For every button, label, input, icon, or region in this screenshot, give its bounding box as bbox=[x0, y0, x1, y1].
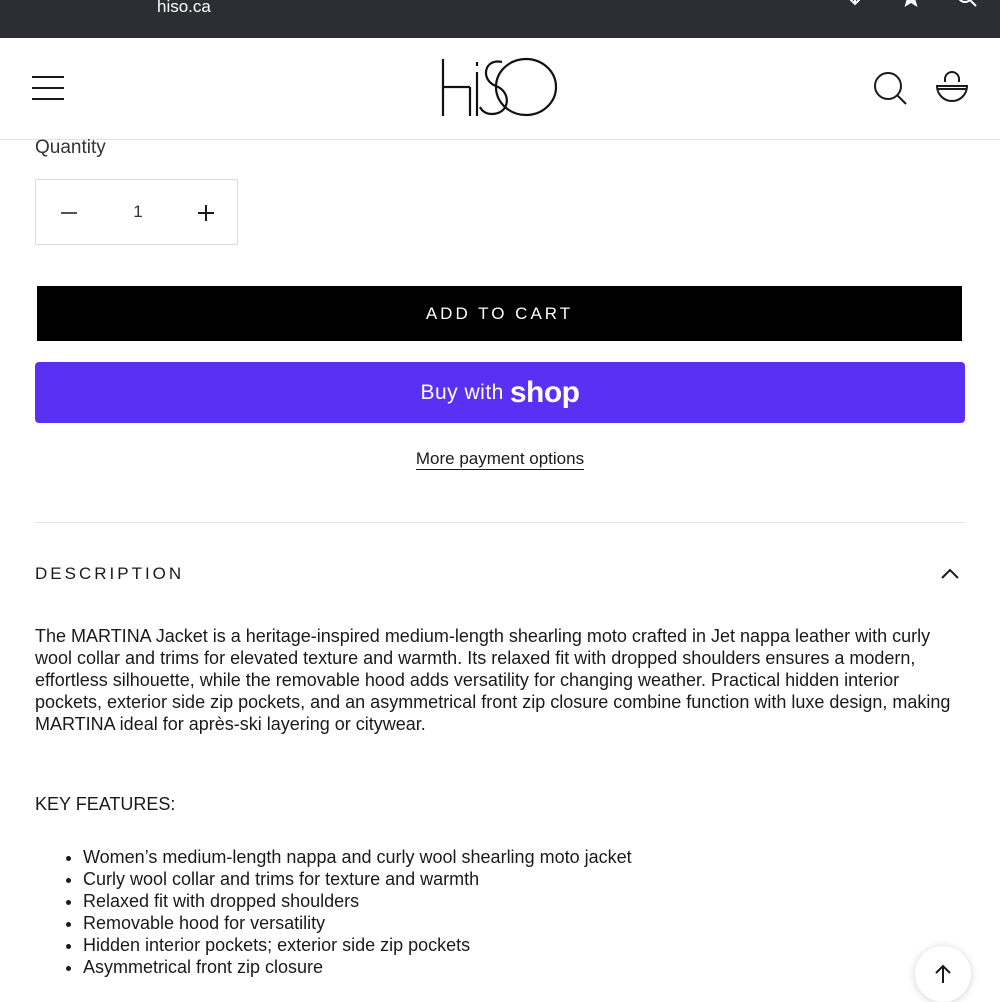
decrease-quantity-button[interactable] bbox=[58, 202, 80, 224]
list-item: • Hidden interior pockets; exterior side zip pockets bbox=[83, 934, 632, 956]
section-divider bbox=[35, 522, 965, 523]
cart-icon[interactable] bbox=[935, 70, 969, 106]
more-payment-options-link[interactable]: More payment options bbox=[415, 449, 585, 468]
share-icon[interactable] bbox=[844, 0, 866, 8]
quantity-stepper bbox=[35, 179, 238, 245]
buy-with-label: Buy with bbox=[420, 380, 504, 404]
key-features-list bbox=[35, 846, 632, 978]
chevron-up-icon[interactable] bbox=[939, 565, 961, 581]
browser-toolbar-icons bbox=[844, 0, 978, 8]
browser-top-bar bbox=[0, 0, 1000, 38]
description-heading[interactable]: DESCRIPTION bbox=[35, 564, 185, 583]
key-features-heading: KEY FEATURES: bbox=[35, 794, 176, 814]
quantity-input[interactable]: 1 bbox=[133, 202, 143, 221]
quantity-label: Quantity bbox=[35, 137, 106, 158]
shop-logo-text: shop bbox=[509, 375, 580, 409]
list-item: • Curly wool collar and trims for texture and warmth bbox=[83, 868, 632, 890]
description-text: The MARTINA Jacket is a heritage-inspired medium-length shearling moto crafted in Jet nappa leather with curly wool collar and trims for elevated texture and warmth. Its relaxed fit with dropped shoulders ensures a modern, effortless silhouette, while the removable hood adds versatility for changing weather. Practical hidden interior pockets, exterior side zip pockets, and an asymmetrical front zip closure combine function with luxe design, making MARTINA ideal for après-ski layering or citywear. bbox=[35, 626, 951, 734]
list-item: • Removable hood for versatility bbox=[83, 912, 632, 934]
back-to-top-button[interactable] bbox=[915, 946, 971, 1002]
increase-quantity-button[interactable] bbox=[195, 202, 217, 224]
list-item: • Women’s medium-length nappa and curly wool shearling moto jacket bbox=[83, 846, 632, 868]
url-text[interactable]: hiso.ca bbox=[157, 0, 211, 16]
arrow-up-icon bbox=[931, 962, 955, 986]
search-icon[interactable] bbox=[872, 70, 908, 106]
site-header bbox=[0, 38, 1000, 140]
list-item: • Asymmetrical front zip closure bbox=[83, 956, 632, 978]
hamburger-icon[interactable] bbox=[32, 76, 64, 100]
buy-with-shop-button[interactable] bbox=[35, 362, 965, 423]
hiso-logo[interactable] bbox=[440, 56, 560, 118]
list-item: • Relaxed fit with dropped shoulders bbox=[83, 890, 632, 912]
add-to-cart-button[interactable]: ADD TO CART bbox=[37, 286, 962, 341]
bookmark-star-icon[interactable] bbox=[900, 0, 922, 8]
more-payment-options-container bbox=[0, 449, 1000, 469]
browser-search-icon[interactable] bbox=[956, 0, 978, 8]
